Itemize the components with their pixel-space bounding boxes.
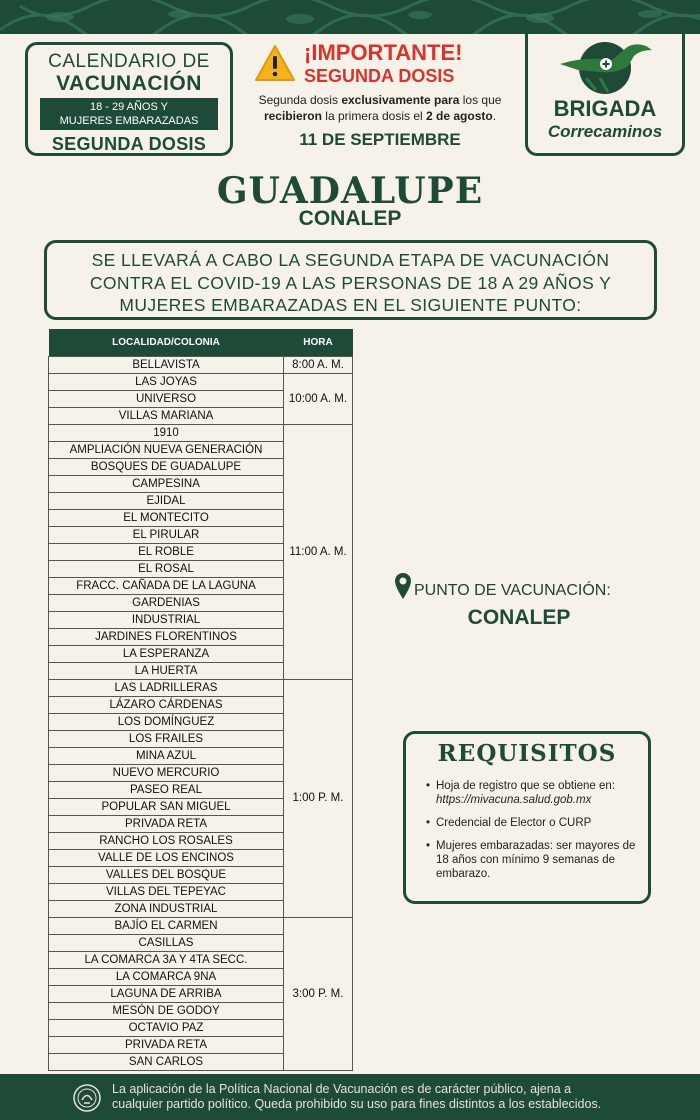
roadrunner-logo-icon [556,38,654,96]
important-text [248,92,512,124]
locality-cell: MINA AZUL [49,747,284,764]
announcement-line1: SE LLEVARÁ A CABO LA SEGUNDA ETAPA DE VACUNACIÓN [91,250,610,270]
announcement-box [44,240,657,320]
locality-cell: LAS LADRILLERAS [49,679,284,696]
table-row [49,917,353,934]
footer [0,1074,700,1120]
locality-cell: NUEVO MERCURIO [49,764,284,781]
important-text-part4: . [492,109,497,123]
top-decorative-band [0,0,700,34]
table-row [49,424,353,441]
important-text-part1: Segunda dosis [258,93,342,107]
locality-cell: MESÓN DE GODOY [49,1002,284,1019]
locality-cell: LOS DOMÍNGUEZ [49,713,284,730]
locality-cell: PRIVADA RETA [49,815,284,832]
important-date: 11 DE SEPTIEMBRE [299,130,461,149]
calendar-badge [25,42,233,156]
locality-cell: PASEO REAL [49,781,284,798]
registration-link[interactable]: https://mivacuna.salud.gob.mx [436,794,592,806]
warning-icon [254,44,296,82]
footer-line1: La aplicación de la Política Nacional de Vacunación es de carácter público, ajena a [112,1082,572,1096]
important-text-bold3: 2 de agosto [426,109,493,123]
locality-cell: LA COMARCA 9NA [49,968,284,985]
locality-cell: FRACC. CAÑADA DE LA LAGUNA [49,577,284,594]
announcement-line2: CONTRA EL COVID-19 A LAS PERSONAS DE 18 A 29 AÑOS Y [89,272,612,293]
important-subtitle: SEGUNDA DOSIS [304,66,455,86]
locality-cell: CAMPESINA [49,475,284,492]
important-text-bold2: recibieron [263,109,322,123]
locality-cell: SAN CARLOS [49,1053,284,1070]
time-cell: 8:00 A. M. [284,356,353,373]
brigada-subtitle: Correcaminos [547,122,663,141]
table-row [49,679,353,696]
location-pin-icon [394,572,412,600]
locality-cell: POPULAR SAN MIGUEL [49,798,284,815]
vaccination-point-name: CONALEP [467,606,571,629]
locality-cell: BELLAVISTA [49,356,284,373]
calendar-ages-banner [40,98,218,130]
header-locality: LOCALIDAD/COLONIA [49,329,284,356]
requirement-item1-text: Hoja de registro que se obtiene en: [436,780,616,792]
locality-cell: INDUSTRIAL [49,611,284,628]
locality-cell: LAGUNA DE ARRIBA [49,985,284,1002]
schedule-table [48,329,353,1071]
locality-cell: EL MONTECITO [49,509,284,526]
requirements-list [426,779,646,890]
locality-cell: LA COMARCA 3A Y 4TA SECC. [49,951,284,968]
locality-cell: EL PIRULAR [49,526,284,543]
place-title: GUADALUPE [216,170,484,212]
important-title: ¡IMPORTANTE! [304,40,463,65]
locality-cell: ZONA INDUSTRIAL [49,900,284,917]
locality-cell: OCTAVIO PAZ [49,1019,284,1036]
vaccination-point-label: PUNTO DE VACUNACIÓN: [414,582,611,599]
calendar-ages-line1: 18 - 29 AÑOS Y [89,101,169,113]
locality-cell: PRIVADA RETA [49,1036,284,1053]
schedule-header-row [49,329,353,356]
calendar-ages-line2: MUJERES EMBARAZADAS [59,115,199,127]
locality-cell: VILLAS MARIANA [49,407,284,424]
important-text-bold1: exclusivamente para [341,93,460,107]
footer-line2: cualquier partido político. Queda prohibido su uso para fines distintos a los establecidos. [112,1097,602,1111]
time-cell: 3:00 P. M. [284,917,353,1070]
place-subtitle: CONALEP [298,207,402,230]
locality-cell: BAJÍO EL CARMEN [49,917,284,934]
important-text-part2: los que [459,93,502,107]
table-row [49,356,353,373]
locality-cell: LA ESPERANZA [49,645,284,662]
locality-cell: LOS FRAILES [49,730,284,747]
requirement-item: • Mujeres embarazadas: ser mayores de 18 años con mínimo 9 semanas de embarazo. [426,839,646,881]
locality-cell: LÁZARO CÁRDENAS [49,696,284,713]
time-cell: 11:00 A. M. [284,424,353,679]
locality-cell: JARDINES FLORENTINOS [49,628,284,645]
requirement-item: • Credencial de Elector o CURP [426,816,646,830]
requirements-title: REQUISITOS [437,740,617,767]
requirements-box [403,731,651,904]
requirement-item [426,779,646,807]
calendar-title-line1: CALENDARIO DE [48,51,210,72]
header-time: HORA [284,329,353,356]
locality-cell: RANCHO LOS ROSALES [49,832,284,849]
locality-cell: EL ROBLE [49,543,284,560]
locality-cell: CASILLAS [49,934,284,951]
table-row [49,373,353,390]
locality-cell: VILLAS DEL TEPEYAC [49,883,284,900]
calendar-dose: SEGUNDA DOSIS [51,134,207,154]
locality-cell: UNIVERSO [49,390,284,407]
time-cell: 1:00 P. M. [284,679,353,917]
footer-text [112,1082,692,1112]
important-text-part3: la primera dosis el [321,109,427,123]
locality-cell: GARDENIAS [49,594,284,611]
locality-cell: LA HUERTA [49,662,284,679]
brigada-name: BRIGADA [553,96,657,121]
announcement-line3: MUJERES EMBARAZADAS EN EL SIGUIENTE PUNTO: [119,295,582,315]
brigada-badge [525,34,685,156]
calendar-title-line2: VACUNACIÓN [56,72,202,95]
government-seal-icon [72,1083,102,1113]
locality-cell: EJIDAL [49,492,284,509]
schedule-body [49,356,353,1070]
locality-cell: EL ROSAL [49,560,284,577]
locality-cell: LAS JOYAS [49,373,284,390]
locality-cell: VALLE DE LOS ENCINOS [49,849,284,866]
locality-cell: 1910 [49,424,284,441]
locality-cell: VALLES DEL BOSQUE [49,866,284,883]
locality-cell: AMPLIACIÓN NUEVA GENERACIÓN [49,441,284,458]
locality-cell: BOSQUES DE GUADALUPE [49,458,284,475]
time-cell: 10:00 A. M. [284,373,353,424]
